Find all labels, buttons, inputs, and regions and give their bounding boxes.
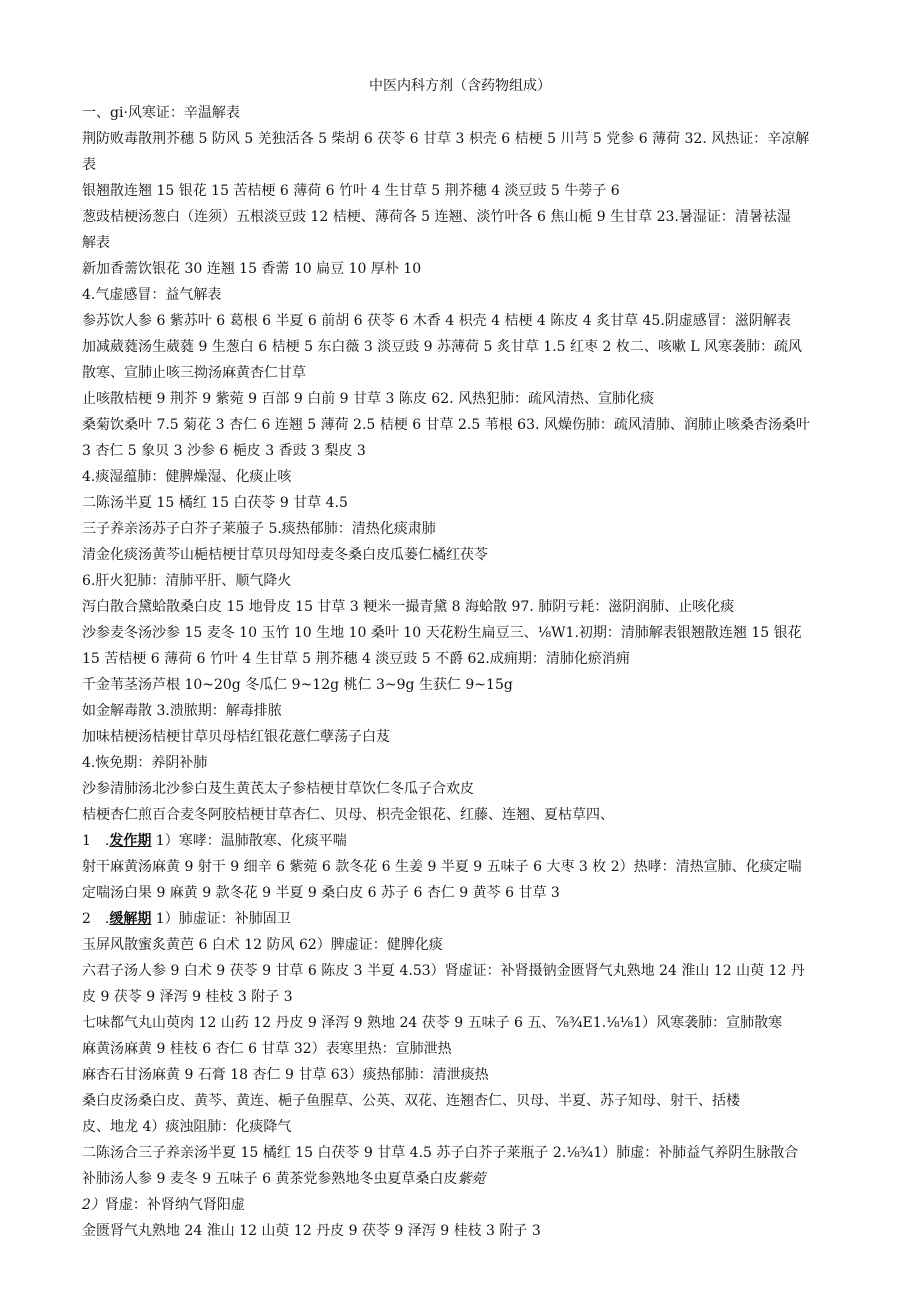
huanjieqi-heading-line (82, 906, 842, 932)
shenxu-line (82, 1192, 842, 1218)
text-line: 表 (82, 157, 96, 173)
text-line: 二陈汤合三子养亲汤半夏 15 橘红 15 白茯苓 9 甘草 4.5 苏子白芥子莱瓶子 2.⅛¾1）肺虚：补肺益气养阴生脉散合 (82, 1145, 799, 1161)
bufei-line (82, 1166, 842, 1192)
fazuoqi-prefix: 1 . (82, 833, 110, 849)
fazuoqi-underlined: 发作期 (109, 833, 152, 849)
huanjieqi-prefix: 2 . (82, 911, 110, 927)
huanjieqi-underlined: 缓解期 (109, 911, 152, 927)
text-line: 葱豉桔梗汤葱白（连须）五根淡豆豉 12 桔梗、薄荷各 5 连翘、淡竹叶各 6 焦山栀 9 生甘草 23.暑湿证：清暑祛湿 (82, 209, 791, 225)
text-line: 七味都气丸山萸肉 12 山药 12 丹皮 9 泽泻 9 熟地 24 茯苓 9 五味子 6 五、⅞¾E1.⅛⅛1）风寒袭肺：宣肺散寒 (82, 1015, 783, 1031)
text-line: 麻黄汤麻黄 9 桂枝 6 杏仁 6 甘草 32）表寒里热：宣肺泄热 (82, 1041, 452, 1057)
text-line: 千金苇茎汤芦根 10~20g 冬瓜仁 9~12g 桃仁 3~9g 生获仁 9~15g (82, 677, 513, 693)
text-line: 桑菊饮桑叶 7.5 菊花 3 杏仁 6 连翘 5 薄荷 2.5 桔梗 6 甘草 2.5 苇根 63. 风燥伤肺：疏风清肺、润肺止咳桑杏汤桑叶 (82, 417, 810, 433)
text-line: 沙参麦冬汤沙参 15 麦冬 10 玉竹 10 生地 10 桑叶 10 天花粉生扁豆三、⅛W1.初期：清肺解表银翘散连翘 15 银花 (82, 625, 802, 641)
text-line: 泻白散合黛蛤散桑白皮 15 地骨皮 15 甘草 3 粳米一撮青黛 8 海蛤散 97. 肺阴亏耗：滋阴润肺、止咳化痰 (82, 599, 735, 615)
bufei-text: 补肺汤人参 9 麦冬 9 五味子 6 黄茶党参熟地冬虫夏草桑白皮 (82, 1171, 458, 1187)
text-line: 4.痰湿蕴肺：健脾燥湿、化痰止咳 (82, 469, 292, 485)
text-line: 3 杏仁 5 象贝 3 沙参 6 梔皮 3 香豉 3 梨皮 3 (82, 443, 366, 459)
text-line: 一、gi·风寒证：辛温解表 (82, 105, 240, 121)
text-line: 三子养亲汤苏子白芥子莱菔子 5.痰热郁肺：清热化痰肃肺 (82, 521, 436, 537)
text-line: 加减葳蕤汤生葳蕤 9 生葱白 6 桔梗 5 东白薇 3 淡豆豉 9 苏薄荷 5 炙甘草 1.5 红枣 2 枚二、咳嗽 L 风寒袭肺：疏风 (82, 339, 803, 355)
text-line: 4.恢免期：养阴补肺 (82, 755, 208, 771)
text-line: 加味桔梗汤桔梗甘草贝母桔红银花薏仁孽荡子白芨 (82, 729, 390, 745)
text-line: 皮 9 茯苓 9 泽泻 9 桂枝 3 附子 3 (82, 989, 293, 1005)
shenxu-text: 肾虚：补肾纳气肾阳虚 (104, 1197, 245, 1213)
fazuoqi-heading-line (82, 828, 842, 854)
text-line: 金匮肾气丸熟地 24 淮山 12 山萸 12 丹皮 9 茯苓 9 泽泻 9 桂枝 3 附子 3 (82, 1223, 541, 1239)
document-body (82, 100, 842, 1244)
text-line: 散寒、宣肺止咳三拗汤麻黄杏仁甘草 (82, 365, 306, 381)
italic-tail: 紫菀 (457, 1171, 486, 1187)
text-line: 解表 (82, 235, 110, 251)
text-line: 皮、地龙 4）痰浊阻肺：化痰降气 (82, 1119, 292, 1135)
text-line: 六君子汤人参 9 白术 9 茯苓 9 甘草 6 陈皮 3 半夏 4.53）肾虚证：补肾摄钠金匮肾气丸熟地 24 淮山 12 山萸 12 丹 (82, 963, 805, 979)
shenxu-italic-prefix: 2） (82, 1197, 105, 1213)
text-line: 玉屏风散蜜炙黄芭 6 白术 12 防风 62）脾虚证：健脾化痰 (82, 937, 443, 953)
text-line: 荆防败毒散荆芥穗 5 防风 5 羌独活各 5 柴胡 6 茯苓 6 甘草 3 枳壳 6 桔梗 5 川芎 5 党参 6 薄荷 32. 风热证：辛凉解 (82, 131, 810, 147)
text-line: 4.气虚感冒：益气解表 (82, 287, 222, 303)
text-line: 银翘散连翘 15 银花 15 苦桔梗 6 薄荷 6 竹叶 4 生甘草 5 荆芥穗 4 淡豆豉 5 牛蒡子 6 (82, 183, 620, 199)
text-line: 如金解毒散 3.溃脓期：解毒排脓 (82, 703, 282, 719)
huanjieqi-rest: 1）肺虚证：补肺固卫 (151, 911, 291, 927)
document-title: 中医内科方剂（含药物组成） (369, 78, 551, 94)
text-line: 沙参清肺汤北沙参白芨生黄芪太子参桔梗甘草饮仁冬瓜子合欢皮 (82, 781, 474, 797)
text-line: 参苏饮人参 6 紫苏叶 6 葛根 6 半夏 6 前胡 6 茯苓 6 木香 4 枳壳 4 桔梗 4 陈皮 4 炙甘草 45.阴虚感冒：滋阴解表 (82, 313, 791, 329)
fazuoqi-rest: 1）寒哮：温肺散寒、化痰平喘 (151, 833, 347, 849)
text-line: 桔梗杏仁煎百合麦冬阿胶桔梗甘草杏仁、贝母、枳壳金银花、红藤、连翘、夏枯草四、 (82, 807, 614, 823)
text-line: 清金化痰汤黄芩山梔桔梗甘草贝母知母麦冬桑白皮瓜蒌仁橘红茯苓 (82, 547, 488, 563)
text-line: 二陈汤半夏 15 橘红 15 白茯苓 9 甘草 4.5 (82, 495, 348, 511)
text-line: 麻杏石甘汤麻黄 9 石膏 18 杏仁 9 甘草 63）痰热郁肺：清泄痰热 (82, 1067, 489, 1083)
text-line: 15 苦桔梗 6 薄荷 6 竹叶 4 生甘草 5 荆芥穗 4 淡豆豉 5 不爵 62.成痈期：清肺化瘀消痈 (82, 651, 630, 667)
text-line: 定喘汤白果 9 麻黄 9 款冬花 9 半夏 9 桑白皮 6 苏子 6 杏仁 9 黄芩 6 甘草 3 (82, 885, 560, 901)
text-line: 止咳散桔梗 9 荆芥 9 紫菀 9 百部 9 白前 9 甘草 3 陈皮 62. 风热犯肺：疏风清热、宣肺化痰 (82, 391, 655, 407)
text-line: 6.肝火犯肺：清肺平肝、顺气降火 (82, 573, 292, 589)
text-line: 新加香薷饮银花 30 连翘 15 香薷 10 扁豆 10 厚朴 10 (82, 261, 422, 277)
text-line: 射干麻黄汤麻黄 9 射干 9 细辛 6 紫菀 6 款冬花 6 生姜 9 半夏 9 五味子 6 大枣 3 枚 2）热哮：清热宣肺、化痰定喘 (82, 859, 802, 875)
text-line: 桑白皮汤桑白皮、黄芩、黄连、梔子鱼腥草、公英、双花、连翘杏仁、贝母、半夏、苏子知母、射干、括楼 (82, 1093, 740, 1109)
